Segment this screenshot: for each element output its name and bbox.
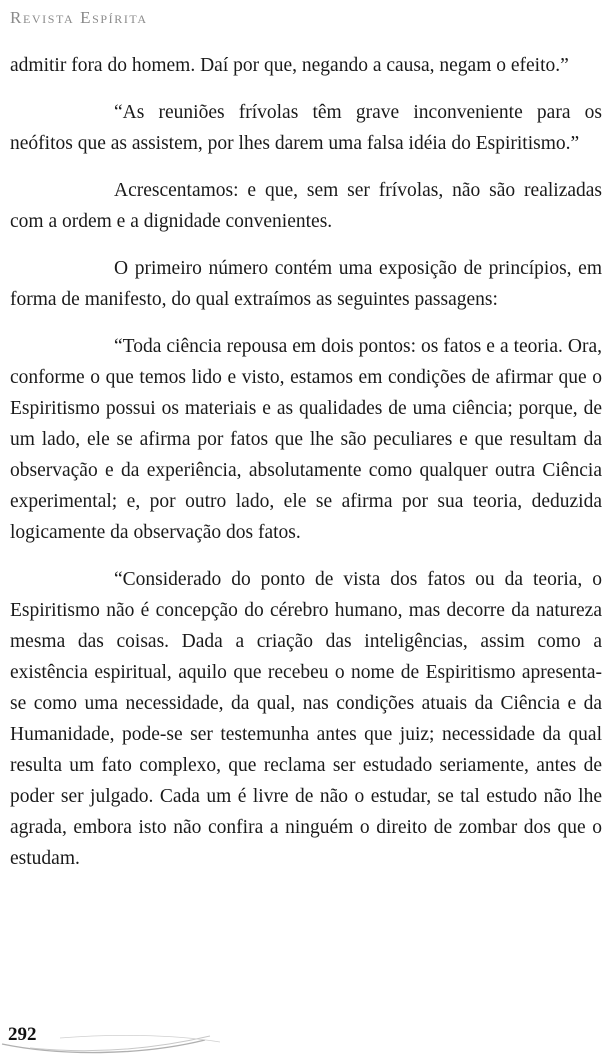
page-number: 292 — [8, 1024, 37, 1045]
paragraph: O primeiro número contém uma exposição de princípios, em forma de manifesto, do qual extraímos as seguintes passagens: — [10, 258, 602, 310]
body-text — [10, 50, 602, 890]
paragraph: “Toda ciência repousa em dois pontos: os fatos e a teoria. Ora, conforme o que temos lido e visto, estamos em condições de afirmar que o Espiritismo possui os materiais e as qualidades de uma ciência; porque, de um lado, ele se afirma por fatos que lhe são peculiares e que resultam da observação e da experiência, absolutamente como qualquer outra Ciência experimental; e, por outro lado, ele se afirma por sua teoria, deduzida logicamente da observação dos fatos. — [10, 336, 602, 543]
paragraph: “Considerado do ponto de vista dos fatos ou da teoria, o Espiritismo não é concepção do cérebro humano, mas decorre da natureza mesma das coisas. Dada a criação das inteligências, assim como a existência espiritual, aquilo que recebeu o nome de Espiritismo apresenta-se como uma necessidade, da qual, nas condições atuais da Ciência e da Humanidade, pode-se ser testemunha antes que juiz; necessidade da qual resulta um fato complexo, que reclama ser estudado seriamente, antes de poder ser julgado. Cada um é livre de não o estudar, se tal estudo não lhe agrada, embora isto não confira a ninguém o direito de zombar dos que o estudam. — [10, 569, 602, 869]
paragraph: Acrescentamos: e que, sem ser frívolas, não são realizadas com a ordem e a dignidade convenientes. — [10, 180, 602, 232]
paragraph: admitir fora do homem. Daí por que, negando a causa, negam o efeito.” — [10, 55, 569, 76]
running-header: Revista Espírita — [10, 8, 148, 27]
paragraph: “As reuniões frívolas têm grave inconveniente para os neófitos que as assistem, por lhes darem uma falsa idéia do Espiritismo.” — [10, 102, 602, 154]
